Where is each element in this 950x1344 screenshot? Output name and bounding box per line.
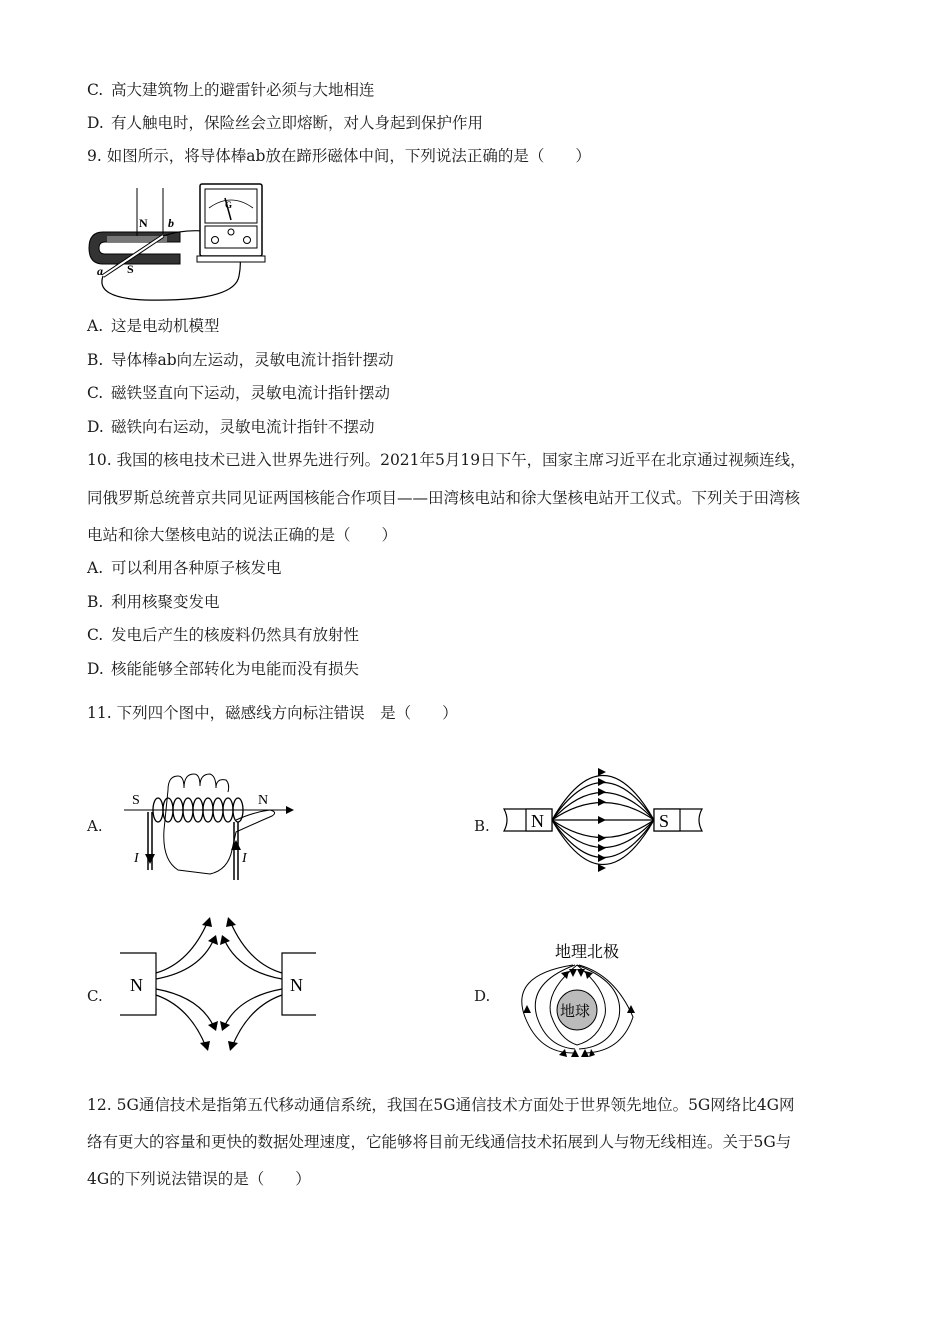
option-text: 可以利用各种原子核发电 (111, 559, 282, 577)
earth-label: 地球 (560, 1004, 591, 1020)
option-text: 发电后产生的核废料仍然具有放射性 (111, 626, 360, 644)
q11-fig-c-label: C. (87, 987, 103, 1005)
q10-option-d (87, 658, 359, 680)
q12-stem-line3: 4G的下列说法错误的是（ ） (87, 1170, 311, 1188)
option-text: 这是电动机模型 (111, 317, 220, 335)
left-magnet-pole-n: N (130, 975, 143, 995)
option-label: A. (87, 559, 104, 577)
magnet-pole-n: N (139, 216, 148, 230)
q11-fig-a-label: A. (87, 817, 103, 835)
current-label-left: I (134, 851, 139, 866)
q11-figure-d-earth-field (515, 935, 645, 1060)
option-text: 高大建筑物上的避雷针必须与大地相连 (111, 81, 375, 99)
q10-option-a (87, 557, 282, 579)
right-magnet-pole-n: N (290, 975, 303, 995)
q11-figure-b-bar-magnets (498, 745, 708, 890)
q10-stem-line2: 同俄罗斯总统普京共同见证两国核能合作项目——田湾核电站和徐大堡核电站开工仪式。下列关于田湾核 (87, 489, 801, 507)
option-label: D. (87, 418, 104, 436)
q9-option-b (87, 349, 394, 371)
q10-stem-line3: 电站和徐大堡核电站的说法正确的是（ ） (87, 526, 398, 544)
q11-figure-c-two-north-poles (120, 915, 320, 1055)
bar-end-b: b (168, 216, 174, 230)
q9-figure-magnet-galvanometer (85, 180, 275, 305)
coil-pole-s: S (132, 793, 140, 808)
bar-end-a: a (97, 264, 103, 278)
option-label: C. (87, 384, 104, 402)
q11-fig-d-label: D. (474, 987, 491, 1005)
magnet-pole-n: N (531, 811, 544, 831)
q10-option-b (87, 591, 220, 613)
coil-pole-n: N (258, 793, 269, 808)
current-label-right: I (242, 851, 247, 866)
option-label: A. (87, 317, 104, 335)
option-text: 磁铁向右运动，灵敏电流计指针不摆动 (111, 418, 375, 436)
magnet-pole-s: S (659, 811, 670, 831)
option-text: 核能能够全部转化为电能而没有损失 (111, 660, 360, 678)
q10-stem-line1: 10. 我国的核电技术已进入世界先进行列。2021年5月19日下午，国家主席习近平在北京通过视频连线， (87, 451, 806, 469)
geographic-north-label: 地理北极 (555, 944, 620, 961)
q9-option-c (87, 382, 390, 404)
q12-stem-line1: 12. 5G通信技术是指第五代移动通信系统，我国在5G通信技术方面处于世界领先地位。5G网络比4G网 (87, 1096, 795, 1114)
option-label: B. (87, 351, 104, 369)
option-text: 利用核聚变发电 (111, 593, 220, 611)
q11-fig-b-label: B. (474, 817, 490, 835)
galvanometer-label: G (225, 200, 233, 210)
q9-stem: 9. 如图所示，将导体棒ab放在蹄形磁体中间，下列说法正确的是（ ） (87, 147, 591, 165)
q8-option-c (87, 79, 375, 101)
option-text: 导体棒ab向左运动，灵敏电流计指针摆动 (111, 351, 394, 369)
q11-figure-a-solenoid (118, 770, 298, 885)
option-text: 磁铁竖直向下运动，灵敏电流计指针摆动 (111, 384, 391, 402)
option-label: B. (87, 593, 104, 611)
q9-option-a (87, 315, 220, 337)
q10-option-c (87, 624, 359, 646)
magnet-pole-s: S (127, 262, 134, 276)
q11-stem: 11. 下列四个图中，磁感线方向标注错误 是（ ） (87, 704, 458, 722)
option-label: D. (87, 114, 104, 132)
option-label: D. (87, 660, 104, 678)
option-label: C. (87, 81, 104, 99)
q12-stem-line2: 络有更大的容量和更快的数据处理速度，它能够将目前无线通信技术拓展到人与物无线相连。关于5G与 (87, 1133, 792, 1151)
q8-option-d (87, 112, 483, 134)
option-text: 有人触电时，保险丝会立即熔断，对人身起到保护作用 (111, 114, 484, 132)
q9-option-d (87, 416, 375, 438)
option-label: C. (87, 626, 104, 644)
